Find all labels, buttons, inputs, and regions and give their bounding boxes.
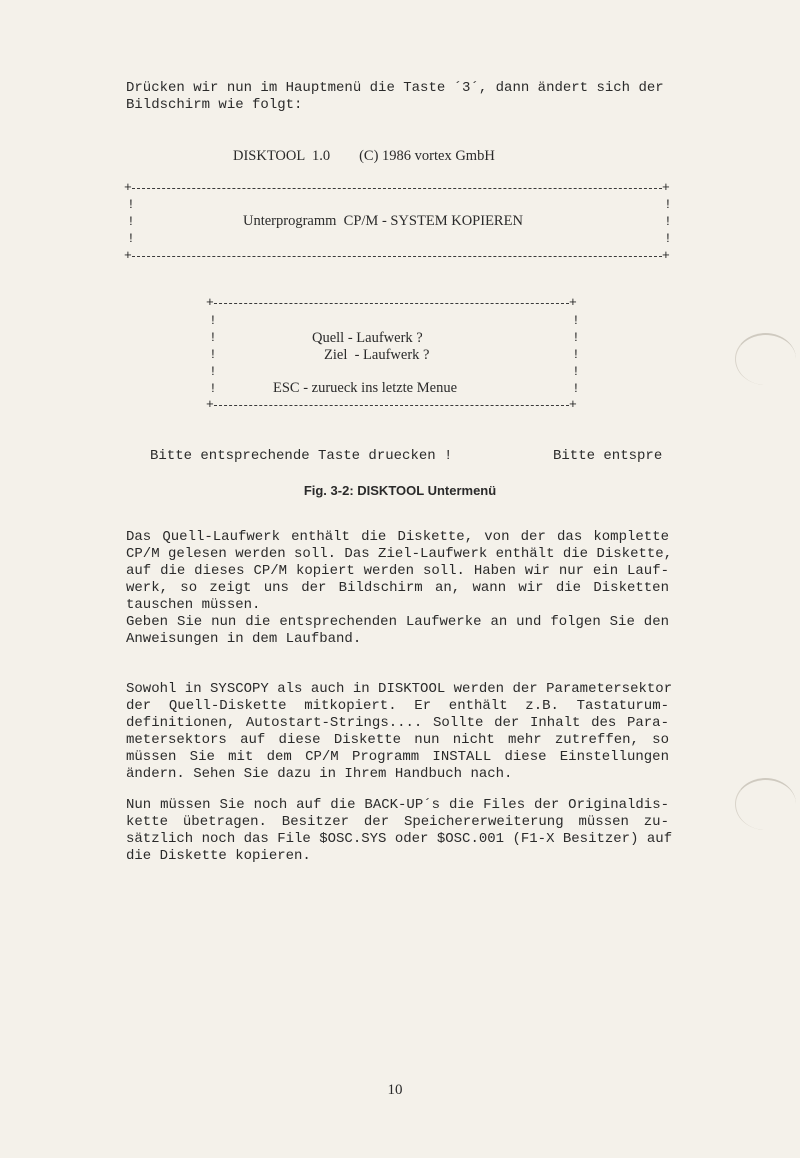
dialog-box-bottom-rule bbox=[214, 405, 569, 406]
paragraph-line: metersektors auf diese Diskette nun nicht mehr zutreffen, so bbox=[126, 732, 669, 748]
punch-hole bbox=[735, 778, 796, 830]
paragraph-line: werk, so zeigt uns der Bildschirm an, wann wir die Disketten bbox=[126, 580, 669, 596]
outer-box-corner-bl: + bbox=[124, 248, 132, 263]
paragraph-line: die Diskette kopieren. bbox=[126, 848, 311, 864]
paragraph-backup-files bbox=[126, 797, 673, 865]
dialog-box-side: ! bbox=[572, 381, 580, 396]
target-drive-prompt: Ziel - Laufwerk ? bbox=[324, 347, 430, 363]
dialog-box-side: ! bbox=[572, 313, 580, 328]
paragraph-line: Geben Sie nun die entsprechenden Laufwerke an und folgen Sie den bbox=[126, 614, 669, 630]
paragraph-line: tauschen müssen. bbox=[126, 597, 261, 613]
outer-box-bottom-rule bbox=[132, 256, 662, 257]
dialog-box-top-rule bbox=[214, 303, 569, 304]
intro-line-1: Drücken wir nun im Hauptmenü die Taste ´3´, dann ändert sich der bbox=[126, 80, 664, 96]
dialog-box-side: ! bbox=[209, 313, 217, 328]
outer-box-corner-tr: + bbox=[662, 180, 670, 195]
paragraph-line: Anweisungen in dem Laufband. bbox=[126, 631, 362, 647]
dialog-box-corner-tr: + bbox=[569, 295, 577, 310]
outer-box-side: ! bbox=[127, 197, 135, 212]
dialog-box-corner-bl: + bbox=[206, 397, 214, 412]
paragraph-line: Das Quell-Laufwerk enthält die Diskette, von der das komplette bbox=[126, 529, 669, 545]
outer-box-side: ! bbox=[664, 231, 672, 246]
paragraph-line: ändern. Sehen Sie dazu in Ihrem Handbuch nach. bbox=[126, 766, 513, 782]
dialog-box-side: ! bbox=[209, 347, 217, 362]
intro-line-2: Bildschirm wie folgt: bbox=[126, 97, 303, 113]
outer-box-side: ! bbox=[127, 214, 135, 229]
paragraph-line: auf die dieses CP/M kopiert werden soll. Haben wir nur ein Lauf- bbox=[126, 563, 669, 579]
dialog-box-side: ! bbox=[209, 381, 217, 396]
punch-hole bbox=[735, 333, 796, 385]
dialog-box-side: ! bbox=[572, 347, 580, 362]
outer-box-corner-tl: + bbox=[124, 180, 132, 195]
outer-box-side: ! bbox=[127, 231, 135, 246]
dialog-box-side: ! bbox=[572, 364, 580, 379]
subprogram-title: Unterprogramm CP/M - SYSTEM KOPIEREN bbox=[243, 213, 523, 229]
source-drive-prompt: Quell - Laufwerk ? bbox=[312, 330, 423, 346]
outer-box-top-rule bbox=[132, 188, 662, 189]
paragraph-line: CP/M gelesen werden soll. Das Ziel-Laufwerk enthält die Diskette, bbox=[126, 546, 673, 562]
outer-box-side: ! bbox=[664, 214, 672, 229]
page-number: 10 bbox=[387, 1082, 403, 1098]
screen-header: DISKTOOL 1.0 (C) 1986 vortex GmbH bbox=[233, 148, 495, 164]
paragraph-line: der Quell-Diskette mitkopiert. Er enthält z.B. Tastaturum- bbox=[126, 698, 669, 714]
dialog-box-side: ! bbox=[572, 330, 580, 345]
dialog-box-side: ! bbox=[209, 364, 217, 379]
paragraph-parametersektor bbox=[126, 681, 673, 783]
esc-option: ESC - zurueck ins letzte Menue bbox=[273, 380, 458, 396]
key-prompt: Bitte entsprechende Taste druecken ! bbox=[150, 448, 453, 464]
paragraph-line: Nun müssen Sie noch auf die BACK-UP´s die Files der Originaldis- bbox=[126, 797, 669, 813]
paragraph-line: definitionen, Autostart-Strings.... Sollte der Inhalt des Para- bbox=[126, 715, 669, 731]
dialog-box-corner-br: + bbox=[569, 397, 577, 412]
paragraph-line: Sowohl in SYSCOPY als auch in DISKTOOL werden der Parametersektor bbox=[126, 681, 673, 697]
paragraph-quell-ziel bbox=[126, 529, 673, 648]
paragraph-line: müssen Sie mit dem CP/M Programm INSTALL diese Einstellungen bbox=[126, 749, 669, 765]
outer-box-corner-br: + bbox=[662, 248, 670, 263]
outer-box-side: ! bbox=[664, 197, 672, 212]
key-prompt-scroll: Bitte entspre bbox=[553, 448, 663, 464]
dialog-box-side: ! bbox=[209, 330, 217, 345]
figure-caption: Fig. 3-2: DISKTOOL Untermenü bbox=[303, 483, 497, 498]
paragraph-line: kette übetragen. Besitzer der Speichererweiterung müssen zu- bbox=[126, 814, 669, 830]
dialog-box-corner-tl: + bbox=[206, 295, 214, 310]
paragraph-line: sätzlich noch das File $OSC.SYS oder $OSC.001 (F1-X Besitzer) auf bbox=[126, 831, 673, 847]
